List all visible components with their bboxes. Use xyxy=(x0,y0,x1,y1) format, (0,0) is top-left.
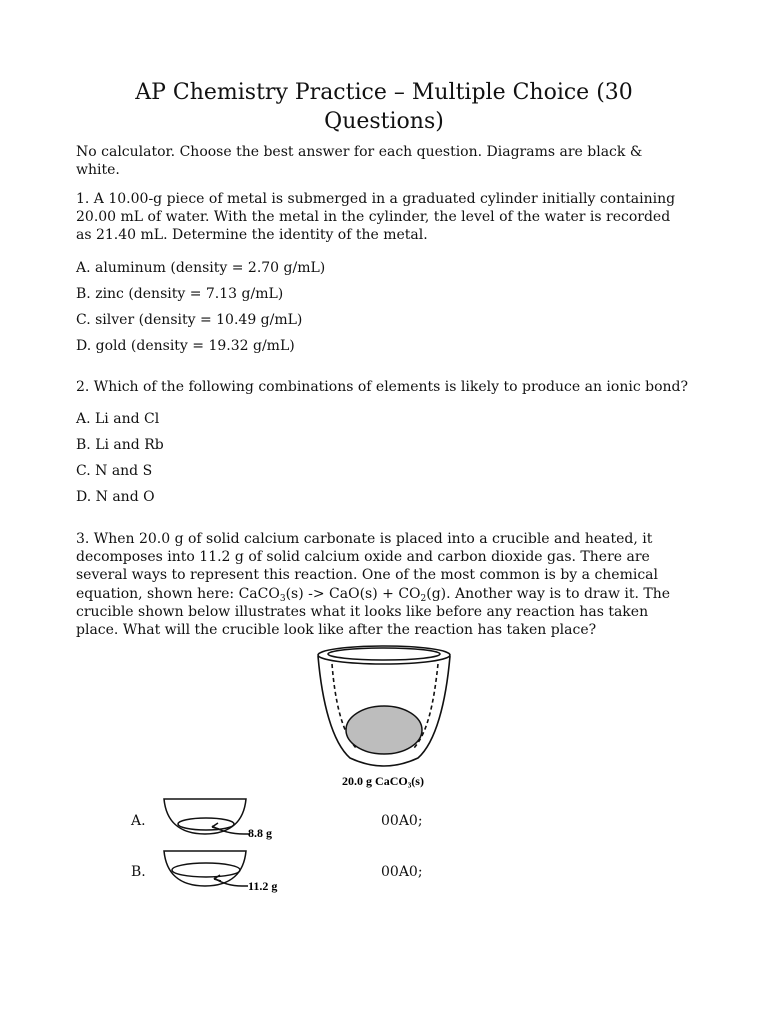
crucible-bowl-icon xyxy=(164,799,250,834)
question-3-answer-b-letter: B. xyxy=(131,864,146,880)
page-title: AP Chemistry Practice – Multiple Choice (30 Questions) xyxy=(135,80,633,134)
question-2-text: 2. Which of the following combinations of elements is likely to produce an ionic bond? xyxy=(76,379,688,395)
question-1-text: 1. A 10.00-g piece of metal is submerged in a graduated cylinder initially containing 20.00 mL of water. With the metal in the cylinder, the level of the water is recorded as 21.40 mL. Determine the identity of the metal. xyxy=(76,191,676,244)
question-3-answer-a-letter: A. xyxy=(131,813,146,829)
question-1-option-b: B. zinc (density = 7.13 g/mL) xyxy=(76,286,284,302)
instructions: No calculator. Choose the best answer for each question. Diagrams are black & white. xyxy=(76,144,643,179)
calcium-carbonate-solid xyxy=(346,706,422,754)
question-3-answer-b-code: 00A0; xyxy=(381,864,423,880)
crucible-answer-a-diagram xyxy=(160,796,285,844)
question-2-option-c: C. N and S xyxy=(76,463,153,479)
crucible-bowl-icon xyxy=(164,851,248,886)
question-2-option-a: A. Li and Cl xyxy=(76,411,160,427)
question-2-option-b: B. Li and Rb xyxy=(76,437,164,453)
question-3-text: 3. When 20.0 g of solid calcium carbonate is placed into a crucible and heated, it decomposes into 11.2 g of solid calcium oxide and carbon dioxide gas. There are several ways to represent this reaction. One of the most common is by a chemical equation, shown here: CaCO$_3$(s) -> $CaO(s) + CO_2(g)$. Another way is to draw it. The crucible shown below illustrates what it looks like before any reaction has taken place. What will the crucible look like after the reaction has taken place? xyxy=(76,531,671,639)
answer-b-mass-label: 11.2 g xyxy=(248,879,278,893)
question-1-option-d: D. gold (density = 19.32 g/mL) xyxy=(76,338,295,354)
crucible-before-diagram xyxy=(310,642,460,792)
question-2-option-d: D. N and O xyxy=(76,489,155,505)
question-3-answer-a-code: 00A0; xyxy=(381,813,423,829)
crucible-answer-b-diagram xyxy=(160,848,285,896)
answer-a-mass-label: 8.8 g xyxy=(248,826,272,840)
question-1-option-a: A. aluminum (density = 2.70 g/mL) xyxy=(76,260,326,276)
crucible-mass-label: 20.0 g CaCO₃(s) xyxy=(342,774,424,788)
question-1-option-c: C. silver (density = 10.49 g/mL) xyxy=(76,312,303,328)
